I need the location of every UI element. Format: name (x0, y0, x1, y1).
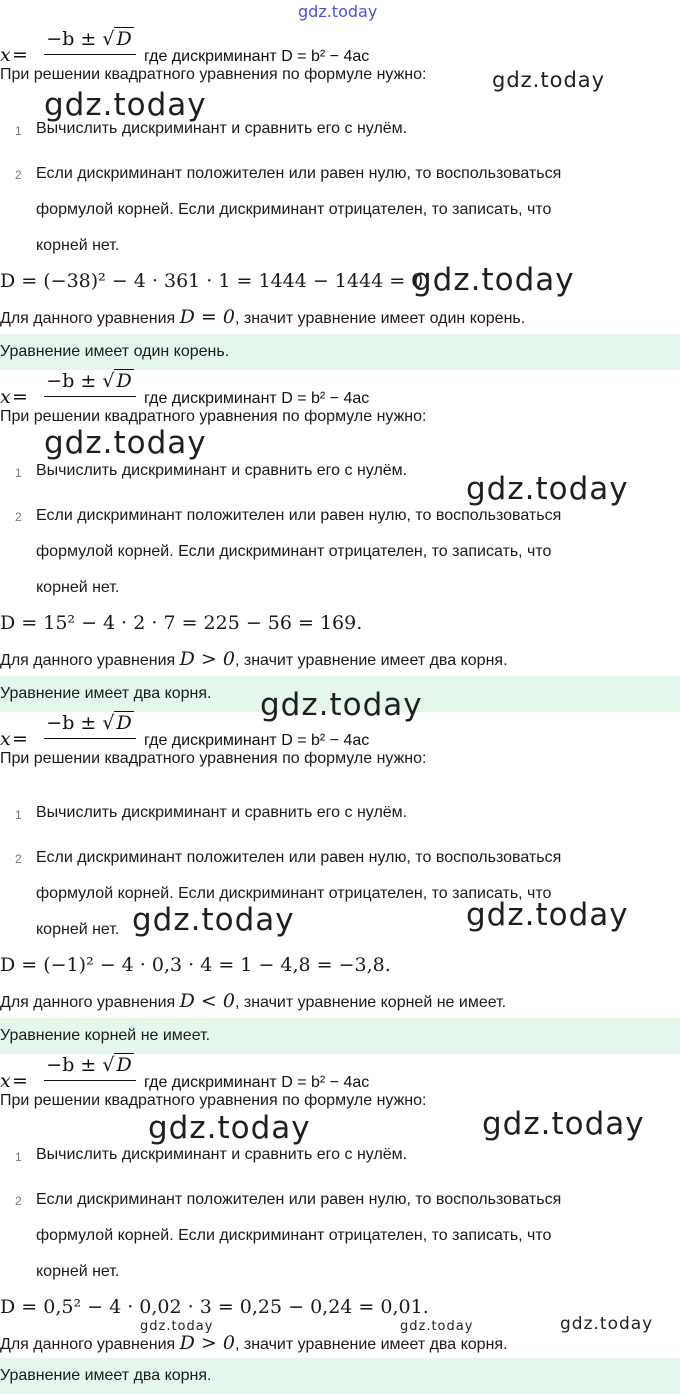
watermark: gdz.today (412, 262, 575, 298)
step-text: Вычислить дискриминант и сравнить его с нулём. (36, 120, 408, 137)
step-text: Если дискриминант положителен или равен нулю, то воспользоваться (36, 1191, 562, 1208)
watermark: gdz.today (44, 425, 207, 461)
intro-text: При решении квадратного уравнения по формуле нужно: (0, 1092, 427, 1109)
step-number: 1 (15, 1150, 22, 1164)
root-formula: x = −b ± √ D где дискриминант D = b² − 4ac (0, 712, 370, 750)
answer-box: Уравнение имеет два корня. (0, 1358, 680, 1394)
conclusion-text: Для данного уравнения D > 0, значит уравнение имеет два корня. (0, 648, 508, 670)
step-text: корней нет. (36, 237, 120, 254)
watermark: gdz.today (492, 68, 606, 92)
step-text: Если дискриминант положителен или равен нулю, то воспользоваться (36, 849, 562, 866)
watermark: gdz.today (260, 687, 423, 723)
intro-text: При решении квадратного уравнения по формуле нужно: (0, 408, 427, 425)
step-number: 2 (15, 1194, 22, 1208)
watermark: gdz.today (466, 897, 629, 933)
step-number: 1 (15, 808, 22, 822)
step-text: формулой корней. Если дискриминант отрицателен, то записать, что (36, 201, 552, 218)
step-number: 1 (15, 124, 22, 138)
conclusion-text: Для данного уравнения D < 0, значит уравнение корней не имеет. (0, 990, 507, 1012)
watermark: gdz.today (140, 1319, 214, 1334)
step-text: формулой корней. Если дискриминант отрицателен, то записать, что (36, 1227, 552, 1244)
intro-text: При решении квадратного уравнения по формуле нужно: (0, 66, 427, 83)
step-text: формулой корней. Если дискриминант отрицателен, то записать, что (36, 885, 552, 902)
watermark: gdz.today (466, 471, 629, 507)
discriminant-calc: D = (−38)² − 4 · 361 · 1 = 1444 − 1444 = 0. (0, 270, 430, 292)
discriminant-calc: D = (−1)² − 4 · 0,3 · 4 = 1 − 4,8 = −3,8. (0, 954, 391, 976)
step-text: Если дискриминант положителен или равен нулю, то воспользоваться (36, 507, 562, 524)
conclusion-text: Для данного уравнения D > 0, значит уравнение имеет два корня. (0, 1332, 508, 1354)
watermark: gdz.today (132, 902, 295, 938)
root-formula: x = −b ± √ D где дискриминант D = b² − 4ac (0, 1054, 370, 1092)
root-formula: x = −b ± √ D где дискриминант D = b² − 4ac (0, 370, 370, 408)
step-text: Вычислить дискриминант и сравнить его с нулём. (36, 1146, 408, 1163)
watermark: gdz.today (44, 87, 207, 123)
discriminant-calc: D = 0,5² − 4 · 0,02 · 3 = 0,25 − 0,24 = 0,01. (0, 1296, 429, 1318)
watermark-top: gdz.today (298, 2, 378, 21)
intro-text: При решении квадратного уравнения по формуле нужно: (0, 750, 427, 767)
watermark: gdz.today (400, 1319, 474, 1334)
answer-box: Уравнение имеет два корня. (0, 676, 680, 712)
step-text: корней нет. (36, 579, 120, 596)
root-formula: x = −b ± √ D где дискриминант D = b² − 4ac (0, 28, 370, 66)
step-text: формулой корней. Если дискриминант отрицателен, то записать, что (36, 543, 552, 560)
step-text: корней нет. (36, 921, 120, 938)
step-number: 2 (15, 852, 22, 866)
step-number: 2 (15, 168, 22, 182)
step-text: корней нет. (36, 1263, 120, 1280)
step-number: 2 (15, 510, 22, 524)
answer-box: Уравнение корней не имеет. (0, 1018, 680, 1054)
watermark: gdz.today (482, 1106, 645, 1142)
step-text: Вычислить дискриминант и сравнить его с нулём. (36, 804, 408, 821)
answer-box: Уравнение имеет один корень. (0, 334, 680, 370)
discriminant-calc: D = 15² − 4 · 2 · 7 = 225 − 56 = 169. (0, 612, 363, 634)
step-text: Если дискриминант положителен или равен нулю, то воспользоваться (36, 165, 562, 182)
conclusion-text: Для данного уравнения D = 0, значит уравнение имеет один корень. (0, 306, 526, 328)
step-text: Вычислить дискриминант и сравнить его с нулём. (36, 462, 408, 479)
step-number: 1 (15, 466, 22, 480)
watermark: gdz.today (560, 1314, 654, 1334)
watermark: gdz.today (148, 1110, 311, 1146)
